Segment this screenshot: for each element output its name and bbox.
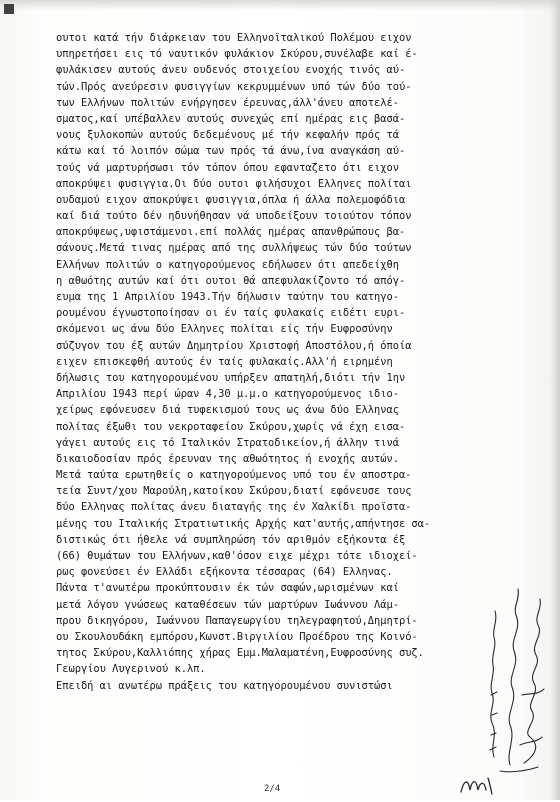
text-line: δήλωσις του κατηγορουμένου υπήρξεν απατηλή,διότι τήν 1ην <box>56 371 406 384</box>
text-line: των Ελλήνων πολιτών ενήργησεν έρευνας,άλλ'άνευ αποτελέ- <box>56 96 399 109</box>
text-line: γάγει αυτούς εις τό Ιταλικόν Στρατοδικείον,ή άλλην τινά <box>56 436 399 449</box>
text-line: δύο Ελληνας πολίτας άνευ διαταγής της έν Χαλκίδι προϊστα- <box>56 501 412 514</box>
text-line: Ελλήνων πολιτών ο κατηγορούμενος εδήλωσεν ότι απεδείχθη <box>56 258 399 271</box>
text-line: πολίτας έξωθι του νεκροταφείου Σκύρου,χωρίς νά έχη εισα- <box>56 420 406 433</box>
text-line: Μετά ταύτα ερωτηθείς ο κατηγορούμενος υπό του έν αποστρα- <box>56 469 412 482</box>
text-line: Πάντα τ'ανωτέρω προκύπτουσιν έκ τών σαφών,ωρισμένων καί <box>56 582 399 595</box>
text-line: τητος Σκύρου,Καλλιόπης χήρας Εμμ.Μαλαματένη,Ευφροσύνης συζ. <box>56 647 424 660</box>
text-line: τεία Συντ/χου Μαρούλη,κατοίκου Σκύρου,διατί εφόνευσε τους <box>56 485 412 498</box>
text-line: (66) θυμάτων του Ελλήνων,καθ'όσον ειχε μέχρι τότε ιδιοχεί- <box>56 550 418 562</box>
text-line: τών.Πρός ανεύρεσιν φυσιγγίων κεκρυμμένων υπό τών δύο τού- <box>56 80 412 93</box>
text-line: η αθωότης αυτών καί ότι ουτοι θά απεφυλακίζοντο τό απόγ- <box>56 274 406 287</box>
handwritten-initials <box>458 772 498 798</box>
text-line: υπηρετήσει εις τό ναυτικόν φυλάκιον Σκύρου,συνέλαβε καί έ- <box>56 48 418 61</box>
text-line: ευμα της 1 Απριλίου 1943.Τήν δήλωσιν ταύτην του κατηγο- <box>56 291 399 303</box>
scan-edge-right <box>550 0 560 800</box>
typed-text-body <box>56 30 494 694</box>
text-line: ρως φονεύσει έν Ελλάδι εξήκοντα τέσσαρας (64) Ελληνας. <box>56 566 393 579</box>
text-line: δικαιοδοσίαν πρός έρευναν της αθωότητος ή ενοχής αυτών. <box>56 452 399 465</box>
handwritten-margin-signature <box>480 575 550 775</box>
page-number: 2/4 <box>264 784 281 794</box>
text-line: ρουμένου έγνωστοποίησαν οι έν ταίς φυλακαίς ειδέτι ευρι- <box>56 307 406 320</box>
text-line: σάνους.Μετά τινας ημέρας από της συλλήψεως τών δύο τούτων <box>56 242 412 255</box>
text-line: διστικώς ότι ήθελε νά συμπληρώση τόν αριθμόν εξήκοντα έξ <box>56 533 406 546</box>
text-line: σκόμενοι ως άνω δύο Ελληνες πολίται είς τήν Ευφροσύνην <box>56 323 393 336</box>
text-line: ειχεν επισκεφθή αυτούς έν ταίς φυλακαίς.Αλλ'ή ειρημένη <box>56 355 393 368</box>
text-line: ουτοι κατά τήν διάρκειαν του Ελληνοϊταλικού Πολέμου ειχον <box>56 32 412 44</box>
text-line: Γεωργίου Λυγερινού κ.λπ. <box>56 663 206 676</box>
text-line: σματος,καί υπέβαλλεν αυτούς συνεχώς επί ημέρας εις βασά- <box>56 112 406 125</box>
scan-corner-mark <box>4 4 14 14</box>
text-line: κάτω καί τό λοιπόν σώμα των πρός τά άνω,ίνα αναγκάση αύ- <box>56 145 406 158</box>
text-line: μένης του Ιταλικής Στρατιωτικής Αρχής κατ'αυτής,απήντησε σα- <box>56 517 431 530</box>
text-line: σύζυγον του έξ αυτών Δημητρίου Χριστοφή Αποστόλου,ή όποία <box>56 339 412 352</box>
text-line: αποκρύψεως,υφιστάμενοι.επί πολλάς ημέρας απανθρώπους βα- <box>56 226 406 239</box>
text-line: αποκρύψει φυσιγγια.Οι δύο ουτοι φιλήσυχοι Ελληνες πολίται <box>56 177 412 190</box>
text-line: καί διά τούτο δέν ηδυνήθησαν νά υποδείξουν τοιούτον τόπον <box>56 210 412 223</box>
text-line: ουδαμού ειχον αποκρύψει φυσιγγια,όπλα ή άλλα πολεμοφόδια <box>56 193 406 206</box>
scan-edge-top <box>0 0 560 10</box>
text-line: Απριλίου 1943 περί ώραν 4,30 μ.μ.ο κατηγορούμενος ιδιο- <box>56 388 399 401</box>
text-line: πρου δικηγόρου, Ιωάννου Παπαγεωργίου τηλεγραφητού,Δημητρί- <box>56 614 418 627</box>
text-line: τούς νά μαρτυρήσωσι τόν τόπον όπου εφανταζετο ότι ειχον <box>56 161 399 174</box>
text-line: μετά λόγου γνώσεως καταθέσεων τών μαρτύρων Ιωάννου Λάμ- <box>56 598 399 611</box>
text-line: νους ξυλοκοπών αυτούς δεδεμένους μέ τήν κεφαλήν πρός τά <box>56 129 399 142</box>
text-line: Επειδή αι ανωτέρω πράξεις του κατηγορουμένου συνιστώσι <box>56 679 393 692</box>
text-line: χείρως εφόνευσεν διά τυφεκισμού τους ως άνω δύο Ελληνας <box>56 404 399 417</box>
text-line: ου Σκουλουδάκη εμπόρου,Κωνστ.Βιργιλίου Προέδρου της Κοινό- <box>56 630 418 643</box>
text-line: φυλάκισεν αυτούς άνευ ουδενός στοιχείου ενοχής τινός αύ- <box>56 64 406 77</box>
